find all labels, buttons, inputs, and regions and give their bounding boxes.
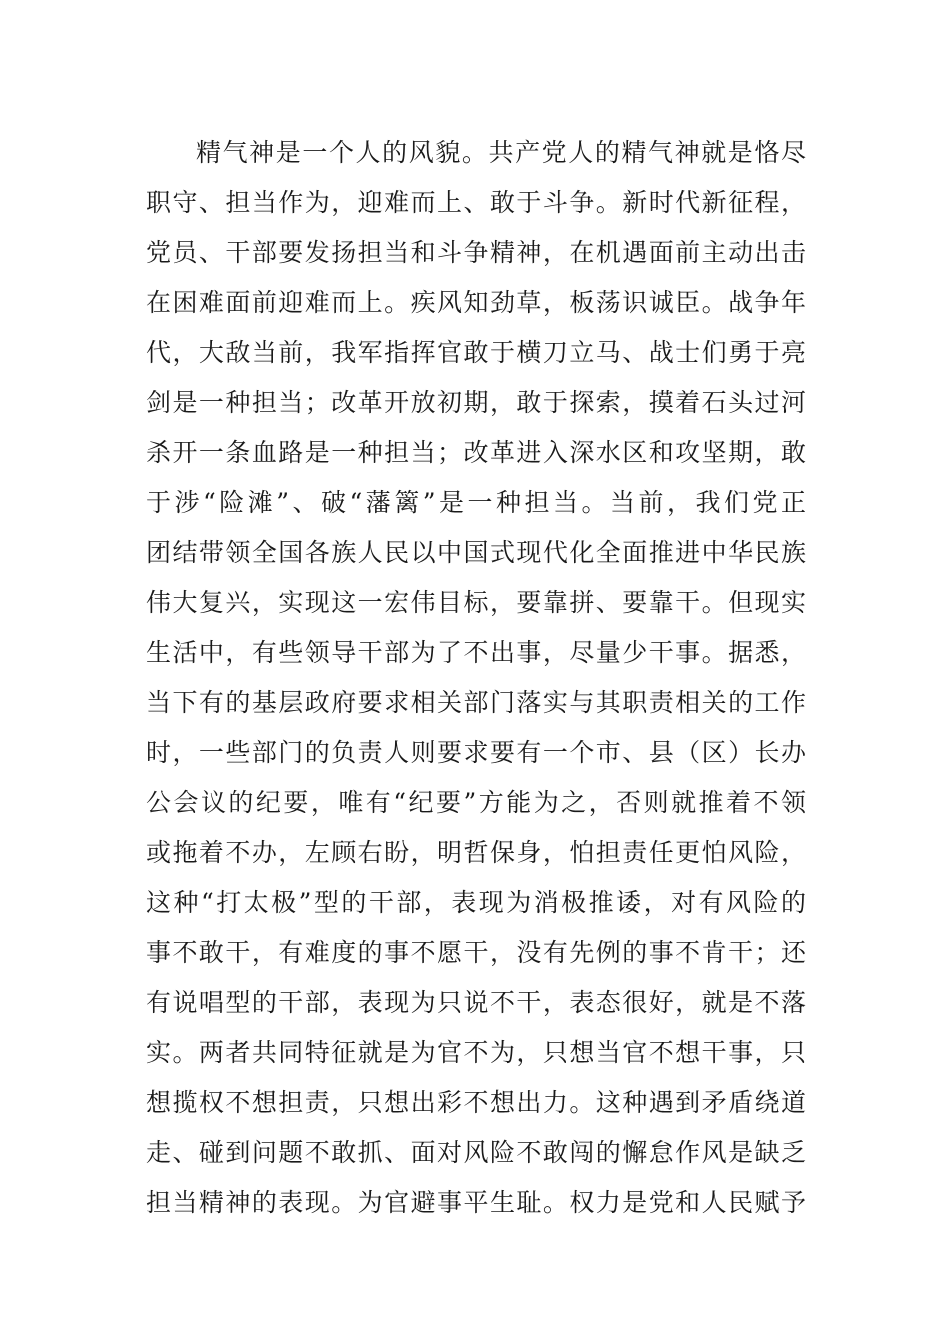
paragraph-line-10: 伟大复兴，实现这一宏伟目标，要靠拼、要靠干。但现实 xyxy=(146,588,806,617)
paragraph-line-22: 担当精神的表现。为官避事平生耻。权力是党和人民赋予 xyxy=(146,1188,806,1217)
paragraph-line-18: 有说唱型的干部，表现为只说不干，表态很好，就是不落 xyxy=(146,988,806,1017)
paragraph-line-4: 在困难面前迎难而上。疾风知劲草，板荡识诚臣。战争年 xyxy=(146,288,806,317)
paragraph-line-15: 或拖着不办，左顾右盼，明哲保身，怕担责任更怕风险， xyxy=(146,838,806,867)
paragraph-line-21: 走、碰到问题不敢抓、面对风险不敢闯的懈怠作风是缺乏 xyxy=(146,1138,806,1167)
paragraph-line-6: 剑是一种担当；改革开放初期，敢于探索，摸着石头过河 xyxy=(146,388,806,417)
paragraph-line-14: 公会议的纪要，唯有“纪要”方能为之，否则就推着不领 xyxy=(146,788,806,817)
paragraph-line-11: 生活中，有些领导干部为了不出事，尽量少干事。据悉， xyxy=(146,638,806,667)
paragraph-line-20: 想揽权不想担责，只想出彩不想出力。这种遇到矛盾绕道 xyxy=(146,1088,806,1117)
body-paragraph xyxy=(146,128,806,1228)
paragraph-line-12: 当下有的基层政府要求相关部门落实与其职责相关的工作 xyxy=(146,688,806,717)
paragraph-line-13: 时，一些部门的负责人则要求要有一个市、县（区）长办 xyxy=(146,738,806,767)
paragraph-line-1: 精气神是一个人的风貌。共产党人的精气神就是恪尽 xyxy=(196,138,806,167)
paragraph-line-8: 于涉“险滩”、破“藩篱”是一种担当。当前，我们党正 xyxy=(146,488,806,517)
paragraph-line-2: 职守、担当作为，迎难而上、敢于斗争。新时代新征程， xyxy=(146,188,806,217)
paragraph-line-16: 这种“打太极”型的干部，表现为消极推诿，对有风险的 xyxy=(146,888,806,917)
paragraph-line-19: 实。两者共同特征就是为官不为，只想当官不想干事，只 xyxy=(146,1038,806,1067)
paragraph-line-7: 杀开一条血路是一种担当；改革进入深水区和攻坚期，敢 xyxy=(146,438,806,467)
paragraph-line-5: 代，大敌当前，我军指挥官敢于横刀立马、战士们勇于亮 xyxy=(146,338,806,367)
paragraph-line-3: 党员、干部要发扬担当和斗争精神，在机遇面前主动出击 xyxy=(146,238,806,267)
paragraph-line-17: 事不敢干，有难度的事不愿干，没有先例的事不肯干；还 xyxy=(146,938,806,967)
paragraph-line-9: 团结带领全国各族人民以中国式现代化全面推进中华民族 xyxy=(146,538,806,567)
